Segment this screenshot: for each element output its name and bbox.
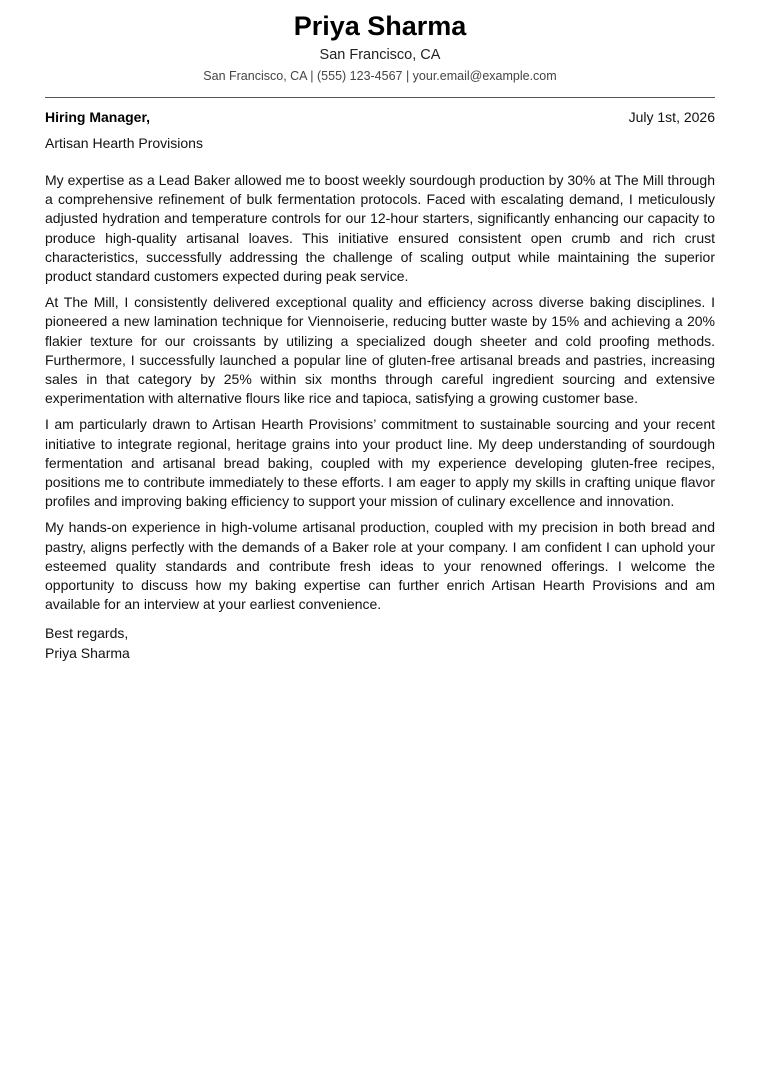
header-divider	[45, 97, 715, 98]
letter-header	[45, 0, 715, 85]
body-paragraph-2: At The Mill, I consistently delivered exceptional quality and efficiency across diverse baking disciplines. I pioneered a new lamination technique for Viennoiserie, reducing butter waste by 15% and achieving a 20% flakier texture for our croissants by utilizing a specialized dough sheeter and cold proofing methods. Furthermore, I successfully launched a popular line of gluten-free artisanal breads and pastries, increasing sales in that category by 25% within six months through careful ingredient sourcing and extensive experimentation with alternative flours like rice and tapioca, satisfying a growing customer base.	[45, 294, 715, 407]
body-paragraph-3: I am particularly drawn to Artisan Hearth Provisions’ commitment to sustainable sourcing and your recent initiative to integrate regional, heritage grains into your product line. My deep understanding of sourdough fermentation and artisanal bread baking, coupled with my experience developing gluten-free recipes, positions me to contribute immediately to these efforts. I am eager to apply my skills in crafting unique flavor profiles and improving baking efficiency to support your mission of culinary excellence and innovation.	[45, 416, 715, 510]
sender-contact-line: San Francisco, CA | (555) 123-4567 | your.email@example.com	[203, 69, 557, 83]
body-paragraph-1: My expertise as a Lead Baker allowed me to boost weekly sourdough production by 30% at The Mill through a comprehensive refinement of bulk fermentation protocols. Faced with escalating demand, I meticulously adjusted hydration and temperature controls for our 12-hour starters, significantly enhancing our capacity to produce high-quality artisanal loaves. This initiative ensured consistent open crumb and rich crust characteristics, successfully addressing the challenge of scaling output while maintaining the superior product standard customers expected during peak service.	[45, 172, 715, 285]
signature-name: Priya Sharma	[45, 644, 130, 661]
sender-location: San Francisco, CA	[319, 47, 441, 63]
recipient-date-row	[45, 107, 715, 127]
body-paragraph-4: My hands-on experience in high-volume artisanal production, coupled with my precision in both bread and pastry, aligns perfectly with the demands of a Baker role at your company. I am confident I can uphold your esteemed quality standards and contribute fresh ideas to your renowned offerings. I welcome the opportunity to discuss how my baking expertise can further enrich Artisan Hearth Provisions and am available for an interview at your earliest convenience.	[45, 519, 715, 613]
sender-name: Priya Sharma	[293, 11, 467, 41]
recipient-salutation: Hiring Manager,	[45, 109, 151, 125]
closing-phrase: Best regards,	[45, 625, 129, 642]
letter-date: July 1st, 2026	[628, 109, 715, 125]
letter-closing-block	[45, 624, 715, 662]
letter-body	[45, 171, 715, 614]
recipient-company: Artisan Hearth Provisions	[45, 135, 203, 151]
